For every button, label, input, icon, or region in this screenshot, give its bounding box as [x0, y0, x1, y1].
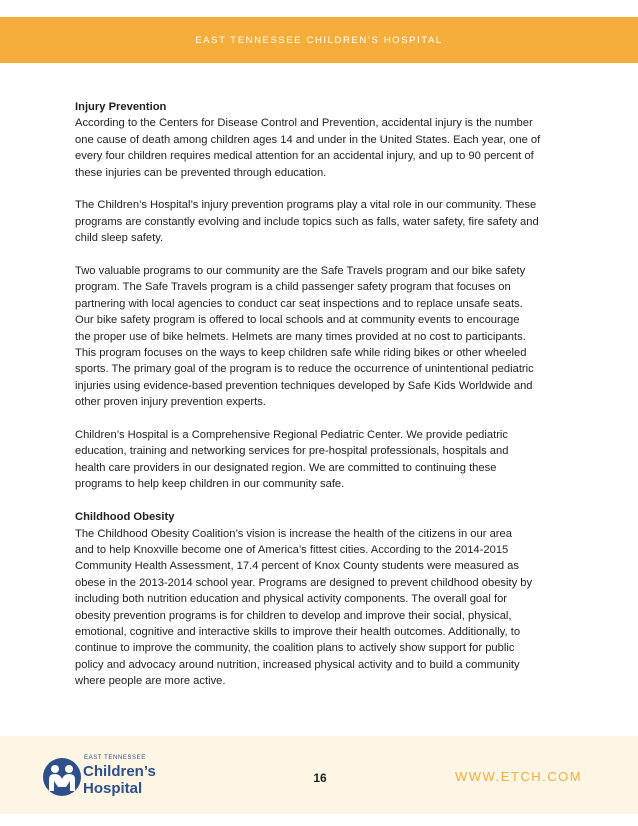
header-title: EAST TENNESSEE CHILDREN’S HOSPITAL: [195, 34, 443, 46]
paragraph: Two valuable programs to our community are the Safe Travels program and our bike safety program. The Safe Travels program is a child passenger safety program that focuses on partnering with local agencies to conduct car seat inspections and to replace unsafe seats. Our bike safety program is offered to local schools and at community events to encourage the proper use of bike helmets. Helmets are many times provided at no cost to participants. This program focuses on the ways to keep children safe while riding bikes or other wheeled sports. The primary goal of the program is to reduce the occurrence of unintentional pediatric injuries using evidence-based prevention techniques developed by Safe Kids Worldwide and other proven injury prevention experts.: [75, 265, 534, 409]
paragraph: According to the Centers for Disease Control and Prevention, accidental injury is the number one cause of death among children ages 14 and under in the United States. Each year, one of every four children requires medical attention for an accidental injury, and up to 90 percent of these injuries can be prevented through education.: [75, 117, 541, 179]
logo-name-line-1: Children’s: [83, 763, 156, 780]
logo-top-text: EAST TENNESSEE: [84, 755, 146, 761]
hospital-logo-mark: [38, 747, 158, 803]
paragraph: The Childhood Obesity Coalition’s vision is increase the health of the citizens in our area and to help Knoxville become one of America’s fittest cities. According to the 2014-2015 Community Health Assessment, 17.4 percent of Knox County students were measured as obese in the 2013-2014 school year. Programs are designed to prevent childhood obesity by including both nutrition education and physical activity components. The overall goal for obesity prevention programs is for children to develop and improve their social, physical, emotional, cognitive and interactive skills to improve their health outcomes. Additionally, to continue to improve the community, the coalition plans to actively show support for public policy and advocacy around nutrition, increased physical activity and to build a community where people are more active.: [75, 527, 533, 688]
section-heading-childhood-obesity: Childhood Obesity: [75, 511, 175, 524]
logo-name-line-2: Hospital: [83, 780, 143, 797]
website-link[interactable]: WWW.ETCH.COM: [455, 769, 583, 784]
section-heading-injury-prevention: Injury Prevention: [75, 101, 167, 113]
paragraph: Children’s Hospital is a Comprehensive Regional Pediatric Center. We provide pediatric education, training and networking services for pre-hospital professionals, hospitals and health care providers in our designated region. We are committed to continuing these programs to help keep children in our community safe.: [75, 429, 509, 491]
page-number: 16: [313, 771, 327, 785]
document-body: [75, 99, 570, 706]
hospital-logo: [38, 747, 158, 803]
paragraph: The Children’s Hospital’s injury prevention programs play a vital role in our community. These programs are constantly evolving and include topics such as falls, water safety, fire safety and child sleep safety.: [75, 199, 539, 245]
header-band: [0, 17, 638, 63]
